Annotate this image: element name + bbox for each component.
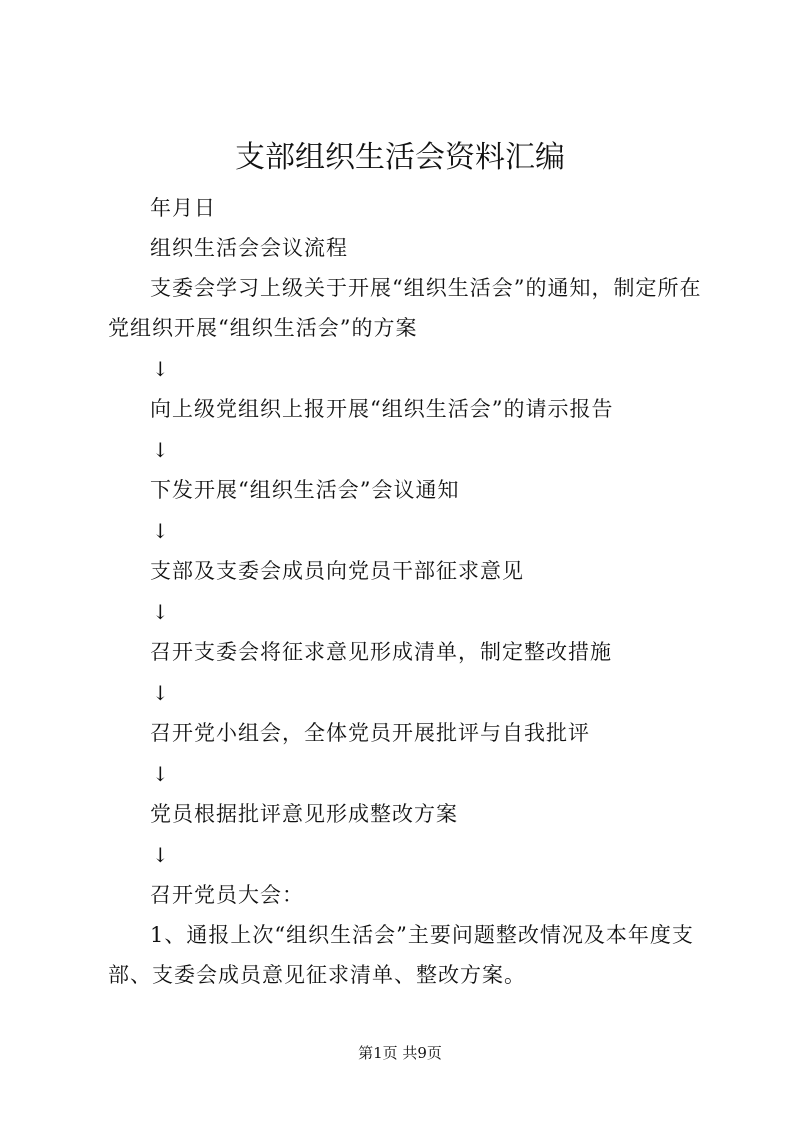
flow-step-3: 下发开展“组织生活会”会议通知 [150,478,460,502]
flow-step-6: 召开党小组会，全体党员开展批评与自我批评 [150,721,590,745]
flow-arrow-down-icon: ↓ [152,519,169,543]
item-1-line-1: 1、通报上次“组织生活会”主要问题整改情况及本年度支 [150,923,694,947]
page-footer: 第1页 共9页 [358,1044,442,1062]
flow-arrow-down-icon: ↓ [152,843,169,867]
flow-step-4: 支部及支委会成员向党员干部征求意见 [150,559,524,583]
paragraph-1-line-1: 支委会学习上级关于开展“组织生活会”的通知，制定所在 [150,276,702,300]
flow-step-2: 向上级党组织上报开展“组织生活会”的请示报告 [150,397,614,421]
flow-step-8: 召开党员大会： [150,883,304,907]
date-line: 年月日 [150,196,216,220]
flow-step-5: 召开支委会将征求意见形成清单，制定整改措施 [150,640,612,664]
flow-arrow-down-icon: ↓ [152,681,169,705]
section-heading: 组织生活会会议流程 [150,236,348,260]
document-title: 支部组织生活会资料汇编 [235,140,565,175]
flow-step-7: 党员根据批评意见形成整改方案 [150,802,458,826]
flow-arrow-down-icon: ↓ [152,762,169,786]
flow-arrow-down-icon: ↓ [152,438,169,462]
paragraph-1-line-2: 党组织开展“组织生活会”的方案 [108,316,418,340]
item-1-line-2: 部、支委会成员意见征求清单、整改方案。 [108,963,526,987]
flow-arrow-down-icon: ↓ [152,600,169,624]
flow-arrow-down-icon: ↓ [152,357,169,381]
